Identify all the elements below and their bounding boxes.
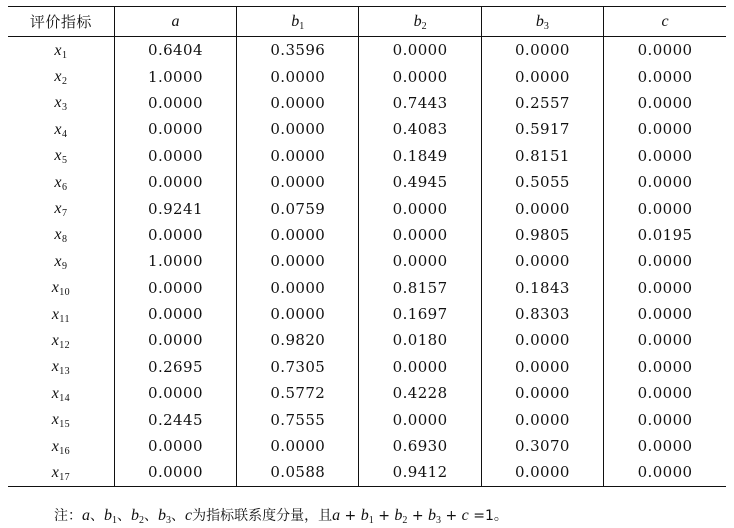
note-variable: $b_2$	[394, 507, 408, 526]
table-cell: 0.0195	[604, 222, 726, 248]
table-cell: 0.0759	[237, 195, 359, 221]
evaluation-table	[8, 6, 726, 487]
table-row	[8, 406, 726, 432]
note-separator: 、	[117, 508, 131, 524]
header-cell: $b_1$	[237, 7, 359, 37]
table-cell: 0.0000	[359, 37, 481, 64]
table-cell: 0.4945	[359, 169, 481, 195]
table-cell: 0.0000	[237, 222, 359, 248]
header-row	[8, 7, 726, 37]
note-variable: $b_1$	[104, 507, 117, 526]
row-label: $x_{10}$	[51, 279, 71, 299]
table-cell: 0.0000	[359, 195, 481, 221]
table-cell: 1.0000	[114, 248, 236, 274]
table-cell: 0.0000	[604, 248, 726, 274]
note-equals: =1	[468, 508, 494, 524]
note-variable: $b_2$	[131, 507, 144, 526]
table-cell: 0.0000	[237, 90, 359, 116]
table-cell: 0.0000	[604, 354, 726, 380]
table-cell: 0.0000	[237, 248, 359, 274]
table-row	[8, 169, 726, 195]
table-cell: 0.3596	[237, 37, 359, 64]
table-cell: 0.7555	[237, 406, 359, 432]
table-cell: 0.0000	[481, 195, 603, 221]
table-cell: 0.2557	[481, 90, 603, 116]
table-cell: 0.0000	[481, 406, 603, 432]
row-label: $x_{17}$	[8, 459, 114, 486]
table-row	[8, 116, 726, 142]
note-prefix: 注：	[54, 508, 82, 524]
table-cell: 0.0000	[359, 354, 481, 380]
table-cell: 0.0000	[237, 301, 359, 327]
row-label: $x_{11}$	[51, 305, 70, 325]
table-cell: 0.5055	[481, 169, 603, 195]
table-cell: 0.0000	[604, 143, 726, 169]
table-row	[8, 301, 726, 327]
table-cell: 0.9412	[359, 459, 481, 486]
table-cell: 0.0000	[604, 37, 726, 64]
table-cell: 0.0000	[604, 63, 726, 89]
row-label: $x_5$	[54, 147, 68, 167]
table-cell: 0.0000	[481, 327, 603, 353]
table-cell: 0.0000	[604, 169, 726, 195]
row-label: $x_1$	[54, 41, 68, 61]
table-cell: 0.8303	[481, 301, 603, 327]
table-cell: 0.8157	[359, 275, 481, 301]
table-cell: 0.0000	[237, 275, 359, 301]
note-plus: +	[441, 508, 462, 524]
table-cell: 0.0000	[114, 433, 236, 459]
table-cell: 0.0000	[604, 195, 726, 221]
table-cell: 0.4083	[359, 116, 481, 142]
table-cell: 0.0000	[481, 354, 603, 380]
table-row	[8, 248, 726, 274]
table-cell: 0.2445	[114, 406, 236, 432]
note-variable: $b_3$	[158, 507, 171, 526]
table-row	[8, 275, 726, 301]
header-cell: $b_3$	[481, 7, 603, 37]
table-cell: 0.0000	[237, 143, 359, 169]
table-cell: 0.0000	[237, 169, 359, 195]
table-cell: 0.0000	[481, 380, 603, 406]
table-cell: 0.0000	[114, 459, 236, 486]
table-cell: 0.7443	[359, 90, 481, 116]
table-cell: 0.0000	[237, 116, 359, 142]
table-cell: 0.7305	[237, 354, 359, 380]
row-label: $x_9$	[54, 252, 68, 272]
table-cell: 0.6930	[359, 433, 481, 459]
table-row	[8, 63, 726, 89]
table-row	[8, 143, 726, 169]
table-row	[8, 37, 726, 64]
row-label: $x_{14}$	[51, 384, 71, 404]
note-text: 为指标联系度分量，且	[192, 508, 333, 524]
table-row	[8, 90, 726, 116]
table-cell: 0.0000	[114, 275, 236, 301]
note-plus: +	[340, 508, 361, 524]
table-cell: 1.0000	[114, 63, 236, 89]
table-body	[8, 37, 726, 487]
table-cell: 0.0000	[114, 222, 236, 248]
table-cell: 0.9820	[237, 327, 359, 353]
table-cell: 0.0000	[359, 248, 481, 274]
row-label: $x_{15}$	[51, 411, 71, 431]
table-row	[8, 354, 726, 380]
note-end: 。	[493, 508, 508, 524]
table-cell: 0.0000	[114, 380, 236, 406]
note-separator: 、	[171, 508, 185, 524]
table-cell: 0.0000	[604, 406, 726, 432]
table-cell: 0.0000	[604, 433, 726, 459]
table-cell: 0.0000	[237, 63, 359, 89]
table-cell: 0.0000	[359, 406, 481, 432]
table-cell: 0.1849	[359, 143, 481, 169]
note-variable: $b_3$	[428, 507, 442, 526]
row-label: $x_{16}$	[51, 437, 71, 457]
table-row	[8, 195, 726, 221]
table-cell: 0.0000	[481, 459, 603, 486]
row-label: $x_6$	[54, 173, 68, 193]
note-variable: c	[185, 507, 193, 524]
table-row	[8, 222, 726, 248]
table-cell: 0.1697	[359, 301, 481, 327]
table-cell: 0.3070	[481, 433, 603, 459]
row-label: $x_{13}$	[51, 358, 71, 378]
table-cell: 0.0000	[114, 90, 236, 116]
table-cell: 0.0000	[114, 327, 236, 353]
table-cell: 0.0000	[481, 248, 603, 274]
table-cell: 0.0000	[114, 169, 236, 195]
table-row	[8, 459, 726, 486]
note-separator: 、	[90, 508, 104, 524]
table-cell: 0.9241	[114, 195, 236, 221]
table-row	[8, 380, 726, 406]
table-cell: 0.0000	[359, 63, 481, 89]
table-cell: 0.4228	[359, 380, 481, 406]
table-cell: 0.5917	[481, 116, 603, 142]
table-cell: 0.0000	[604, 90, 726, 116]
header-cell: c	[604, 7, 726, 37]
table-cell: 0.0000	[604, 380, 726, 406]
note-variable: c	[461, 507, 469, 524]
table-cell: 0.0000	[604, 275, 726, 301]
note-separator: 、	[144, 508, 158, 524]
table-cell: 0.0180	[359, 327, 481, 353]
table-cell: 0.0000	[114, 143, 236, 169]
table-cell: 0.0000	[604, 327, 726, 353]
row-label: $x_2$	[54, 68, 68, 88]
table-container	[8, 6, 726, 487]
table-note	[54, 505, 508, 525]
table-cell: 0.0000	[481, 37, 603, 64]
table-cell: 0.6404	[114, 37, 236, 64]
row-label: $x_8$	[54, 226, 68, 246]
table-cell: 0.2695	[114, 354, 236, 380]
table-cell: 0.8151	[481, 143, 603, 169]
row-label: $x_4$	[54, 120, 68, 140]
note-variable: a	[82, 507, 90, 524]
row-label: $x_7$	[54, 200, 68, 220]
header-cell: a	[114, 7, 236, 37]
note-plus: +	[407, 508, 429, 524]
row-label: $x_{12}$	[51, 331, 71, 351]
table-cell: 0.0000	[604, 459, 726, 486]
table-row	[8, 433, 726, 459]
table-cell: 0.0000	[604, 116, 726, 142]
table-cell: 0.0000	[481, 63, 603, 89]
note-plus: +	[373, 508, 395, 524]
table-cell: 0.0000	[359, 222, 481, 248]
header-label: 评价指标	[8, 7, 114, 37]
table-row	[8, 327, 726, 353]
table-cell: 0.0588	[237, 459, 359, 486]
table-cell: 0.9805	[481, 222, 603, 248]
note-variable: a	[332, 507, 341, 524]
table-cell: 0.0000	[114, 301, 236, 327]
table-cell: 0.0000	[237, 433, 359, 459]
table-cell: 0.1843	[481, 275, 603, 301]
table-cell: 0.0000	[114, 116, 236, 142]
note-variable: $b_1$	[360, 507, 374, 526]
table-cell: 0.0000	[604, 301, 726, 327]
row-label: $x_3$	[54, 94, 68, 114]
table-cell: 0.5772	[237, 380, 359, 406]
header-cell: $b_2$	[359, 7, 481, 37]
